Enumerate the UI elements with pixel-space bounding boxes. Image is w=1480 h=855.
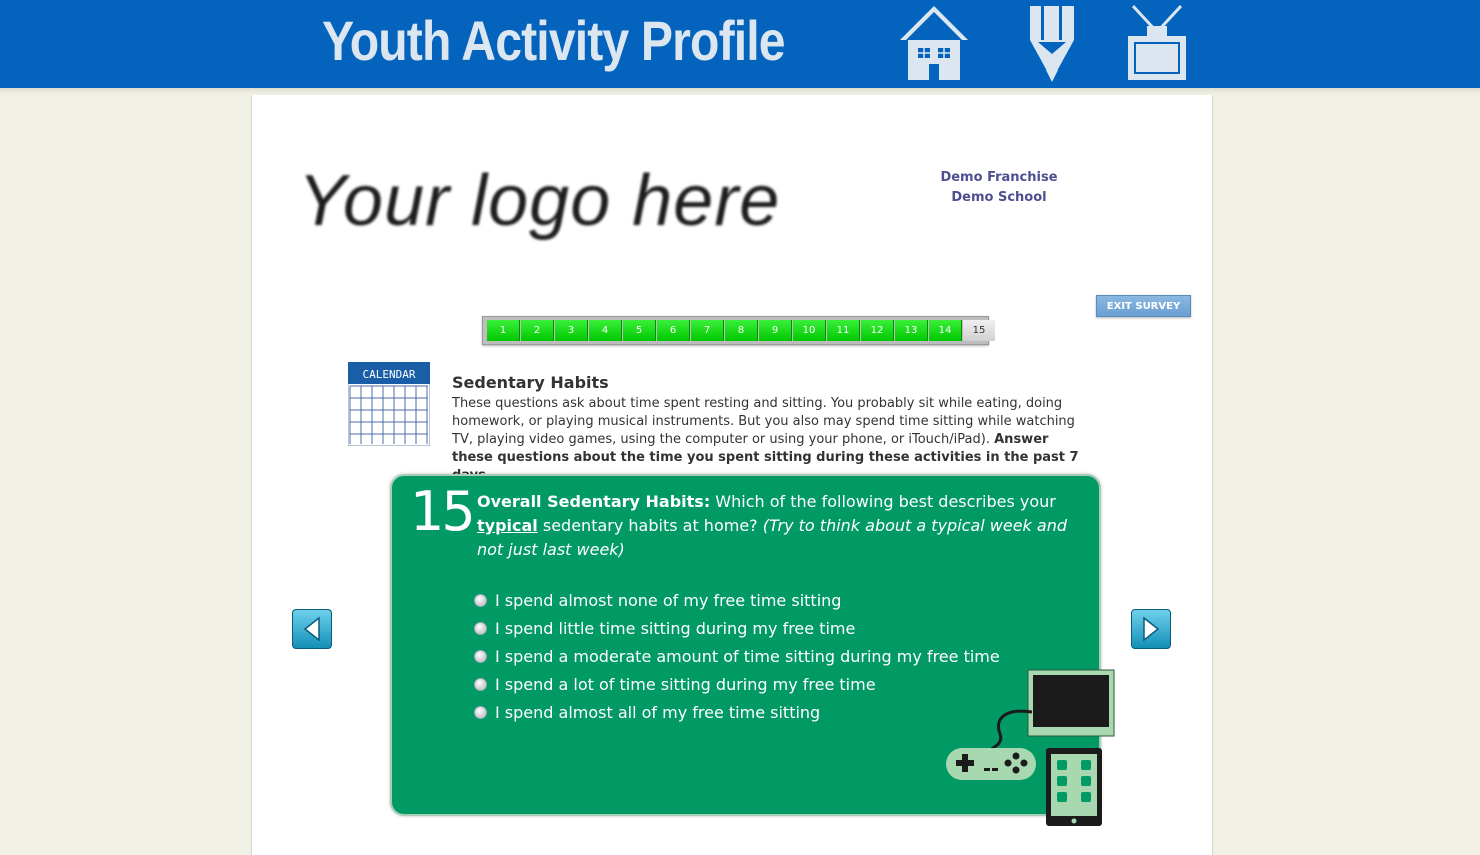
calendar-icon-label: CALENDAR <box>362 368 416 381</box>
question-text <box>477 490 1077 562</box>
previous-button[interactable] <box>292 609 332 649</box>
progress-step[interactable]: 14 <box>929 320 962 341</box>
house-icon[interactable] <box>900 4 968 82</box>
question-lead: Overall Sedentary Habits: <box>477 492 711 511</box>
answer-option[interactable] <box>474 670 1000 698</box>
progress-step[interactable]: 12 <box>861 320 894 341</box>
calendar-icon <box>348 362 430 446</box>
header-bar <box>0 0 1480 89</box>
question-number: 15 <box>410 480 473 543</box>
radio-button[interactable] <box>474 594 487 607</box>
progress-step[interactable]: 8 <box>725 320 758 341</box>
exit-survey-button[interactable]: EXIT SURVEY <box>1096 295 1191 317</box>
section-title: Sedentary Habits <box>452 373 609 392</box>
radio-button[interactable] <box>474 678 487 691</box>
section-description <box>452 395 1082 485</box>
progress-step[interactable]: 11 <box>827 320 860 341</box>
answer-option[interactable] <box>474 642 1000 670</box>
next-button[interactable] <box>1131 609 1171 649</box>
question-emphasis: typical <box>477 516 538 535</box>
progress-step[interactable]: 4 <box>589 320 622 341</box>
answer-option-label: I spend a lot of time sitting during my free time <box>495 674 876 694</box>
answer-option-label: I spend a moderate amount of time sitting during my free time <box>495 646 1000 666</box>
pencil-icon[interactable] <box>1028 4 1076 84</box>
section-description-text: These questions ask about time spent resting and sitting. You probably sit while eating, doing homework, or playing musical instruments. But you also may spend time sitting while watching TV, playing video games, using the computer or using your phone, or iTouch/iPad). <box>452 396 1075 447</box>
school-name: Demo School <box>951 190 1047 205</box>
header-shadow <box>0 88 1480 94</box>
logo-placeholder: Your logo here <box>298 161 781 241</box>
arrow-left-icon <box>301 616 323 642</box>
television-icon[interactable] <box>1125 4 1189 82</box>
progress-step[interactable]: 5 <box>623 320 656 341</box>
question-hint: (Try to think about a typical week and not just last week) <box>477 516 1067 559</box>
franchise-name: Demo Franchise <box>940 170 1058 185</box>
answer-option-label: I spend almost none of my free time sitting <box>495 590 842 610</box>
answer-option[interactable] <box>474 698 1000 726</box>
progress-step[interactable]: 7 <box>691 320 724 341</box>
section-description-emphasis: Answer these questions about the time you spent sitting during these activities in the past 7 <box>452 432 1079 465</box>
answer-option-label: I spend almost all of my free time sitting <box>495 702 821 722</box>
answer-option-label: I spend little time sitting during my free time <box>495 618 856 638</box>
answer-option[interactable] <box>474 586 1000 614</box>
progress-step[interactable]: 9 <box>759 320 792 341</box>
arrow-right-icon <box>1140 616 1162 642</box>
question-text-after: sedentary habits at home? <box>537 516 763 535</box>
progress-bar <box>482 316 989 345</box>
progress-step[interactable]: 13 <box>895 320 928 341</box>
progress-step[interactable]: 15 <box>963 320 995 341</box>
progress-step[interactable]: 6 <box>657 320 690 341</box>
radio-button[interactable] <box>474 706 487 719</box>
electronics-illustration <box>944 668 1120 828</box>
progress-step[interactable]: 3 <box>555 320 588 341</box>
question-text-before: Which of the following best describes your <box>710 492 1056 511</box>
progress-step[interactable]: 10 <box>793 320 826 341</box>
radio-button[interactable] <box>474 650 487 663</box>
progress-step[interactable]: 2 <box>521 320 554 341</box>
answer-options <box>474 586 1000 726</box>
radio-button[interactable] <box>474 622 487 635</box>
app-title: Youth Activity Profile <box>322 9 785 72</box>
progress-step[interactable]: 1 <box>487 320 520 341</box>
answer-option[interactable] <box>474 614 1000 642</box>
